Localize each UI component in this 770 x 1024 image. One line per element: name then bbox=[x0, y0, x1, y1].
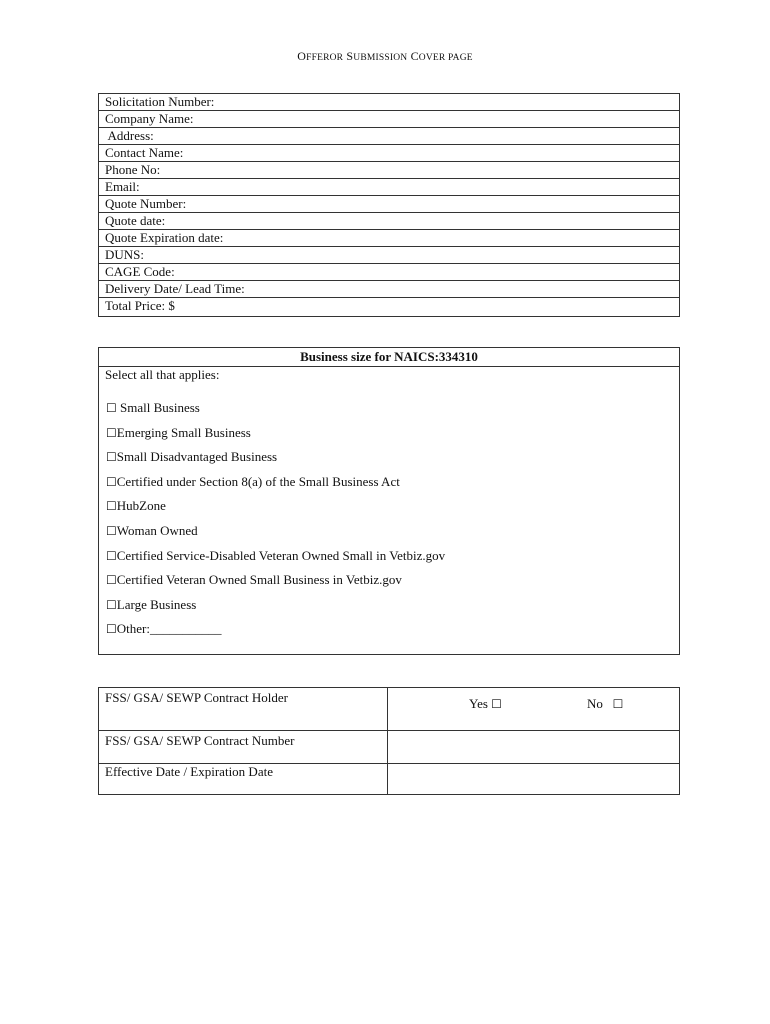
duns-field[interactable]: DUNS: bbox=[99, 247, 679, 264]
option-sdvosb[interactable]: ☐Certified Service-Disabled Veteran Owned Small in Vetbiz.gov bbox=[106, 547, 446, 563]
contract-holder-label: FSS/ GSA/ SEWP Contract Holder bbox=[105, 690, 288, 705]
select-instruction: Select all that applies: bbox=[105, 367, 220, 382]
quote-number-field[interactable]: Quote Number: bbox=[99, 196, 679, 213]
solicitation-number-field[interactable]: Solicitation Number: bbox=[99, 94, 679, 111]
business-size-section bbox=[98, 347, 680, 655]
option-small-disadvantaged[interactable]: ☐Small Disadvantaged Business bbox=[106, 449, 278, 465]
option-woman-owned[interactable]: ☐Woman Owned bbox=[106, 522, 198, 538]
option-section-8a[interactable]: ☐Certified under Section 8(a) of the Small Business Act bbox=[106, 473, 400, 489]
no-checkbox-icon[interactable]: ☐ bbox=[612, 697, 624, 711]
option-vosb[interactable]: ☐Certified Veteran Owned Small Business in Vetbiz.gov bbox=[106, 572, 402, 588]
checkbox-icon[interactable]: ☐ bbox=[106, 523, 117, 538]
contract-holder-table bbox=[98, 687, 680, 795]
checkbox-icon[interactable]: ☐ bbox=[106, 499, 117, 514]
yes-checkbox-icon[interactable]: ☐ bbox=[491, 697, 502, 711]
checkbox-icon[interactable]: ☐ bbox=[106, 474, 117, 489]
dates-row bbox=[99, 764, 679, 795]
cage-code-field[interactable]: CAGE Code: bbox=[99, 264, 679, 281]
option-hubzone[interactable]: ☐HubZone bbox=[106, 498, 166, 514]
quote-expiration-field[interactable]: Quote Expiration date: bbox=[99, 230, 679, 247]
checkbox-icon[interactable]: ☐ bbox=[106, 401, 117, 415]
contract-number-label: FSS/ GSA/ SEWP Contract Number bbox=[105, 733, 295, 748]
email-field[interactable]: Email: bbox=[99, 179, 679, 196]
business-size-heading: Business size for NAICS:334310 bbox=[99, 348, 679, 367]
quote-date-field[interactable]: Quote date: bbox=[99, 213, 679, 230]
option-other[interactable]: ☐Other:___________ bbox=[106, 621, 222, 637]
delivery-date-field[interactable]: Delivery Date/ Lead Time: bbox=[99, 281, 679, 298]
option-large-business[interactable]: ☐Large Business bbox=[106, 596, 197, 612]
dates-label: Effective Date / Expiration Date bbox=[105, 764, 273, 779]
checkbox-icon[interactable]: ☐ bbox=[106, 548, 117, 563]
page-title: OFFEROR SUBMISSION COVER PAGE bbox=[297, 49, 473, 63]
offeror-info-table bbox=[98, 93, 680, 317]
company-name-field[interactable]: Company Name: bbox=[99, 111, 679, 128]
checkbox-icon[interactable]: ☐ bbox=[106, 573, 117, 588]
checkbox-icon[interactable]: ☐ bbox=[106, 597, 117, 612]
address-field[interactable]: Address: bbox=[99, 128, 679, 145]
business-options-list bbox=[106, 400, 445, 646]
contract-holder-row bbox=[99, 688, 679, 731]
option-emerging-small-business[interactable]: ☐Emerging Small Business bbox=[106, 424, 251, 440]
column-divider bbox=[387, 688, 388, 794]
contract-number-row bbox=[99, 731, 679, 764]
option-small-business[interactable]: ☐ Small Business bbox=[106, 400, 200, 415]
checkbox-icon[interactable]: ☐ bbox=[106, 450, 117, 465]
contact-name-field[interactable]: Contact Name: bbox=[99, 145, 679, 162]
checkbox-icon[interactable]: ☐ bbox=[106, 425, 117, 440]
no-option[interactable]: No ☐ bbox=[587, 696, 624, 711]
phone-field[interactable]: Phone No: bbox=[99, 162, 679, 179]
total-price-field[interactable]: Total Price: $ bbox=[105, 298, 175, 313]
checkbox-icon[interactable]: ☐ bbox=[106, 622, 117, 637]
yes-option[interactable]: Yes ☐ bbox=[469, 696, 502, 711]
